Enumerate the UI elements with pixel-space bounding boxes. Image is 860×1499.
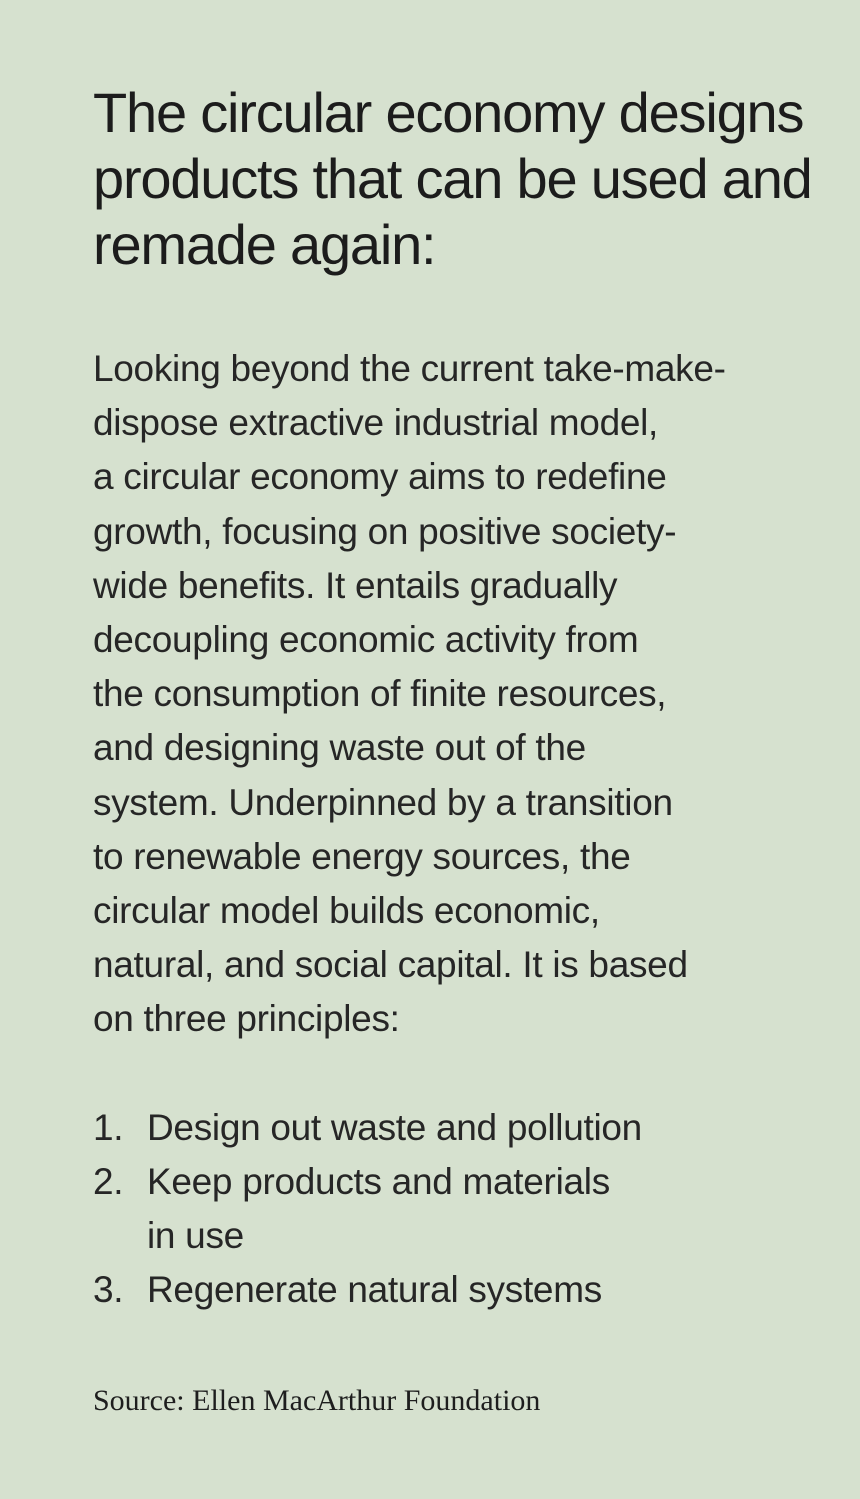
list-item <box>93 1263 823 1317</box>
list-item <box>93 1155 823 1263</box>
list-item-text: Regenerate natural systems <box>147 1269 602 1311</box>
list-item-number: 1. <box>93 1106 124 1148</box>
list-item-number: 3. <box>93 1269 124 1311</box>
source-credit: Source: Ellen MacArthur Foundation <box>93 1384 541 1418</box>
info-panel <box>93 80 823 1419</box>
list-item-text: Design out waste and pollution <box>147 1106 642 1148</box>
body-paragraph: Looking beyond the current take-make- dispose extractive industrial model, a circular economy aims to redefine growth, focusing on positive society- wide benefits. It entails gradually decoupling economic activity from the consumption of finite resources, and designing waste out of the system. Underpinned by a transition to renewable energy sources, the circular model builds economic, natural, and social capital. It is based on three principles: <box>93 348 726 1040</box>
list-item-number: 2. <box>93 1160 124 1202</box>
principles-list <box>93 1101 823 1318</box>
list-item <box>93 1101 823 1155</box>
list-item-text: Keep products and materials in use <box>147 1160 610 1257</box>
headline: The circular economy designs products that can be used and remade again: <box>93 81 812 276</box>
